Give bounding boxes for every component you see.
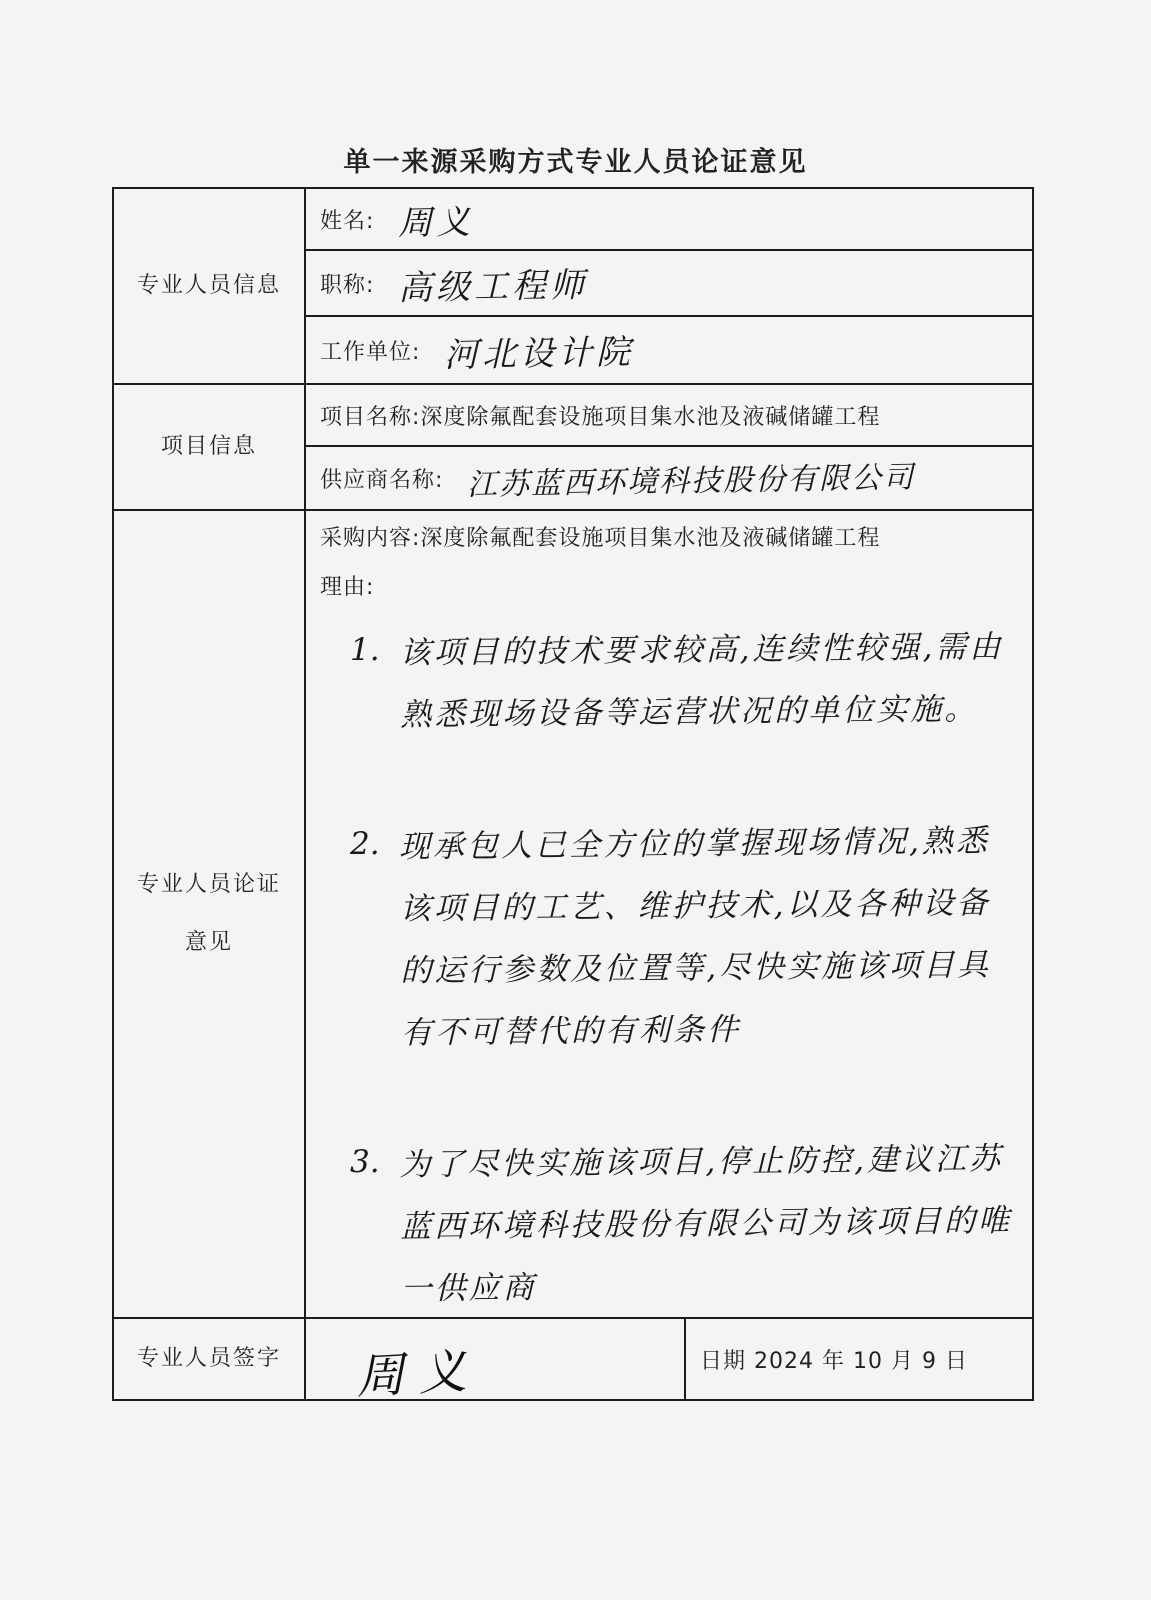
name-row [113, 188, 1033, 250]
opinion-row [113, 510, 1033, 1318]
personnel-section-label: 专业人员信息 [113, 188, 305, 384]
employer-handwritten-value: 河北设计院 [444, 331, 635, 376]
project-name-field [305, 384, 1033, 446]
project-name-label: 项目名称: [320, 404, 421, 430]
name-handwritten-value: 周义 [398, 201, 475, 244]
title-label: 职称: [320, 272, 375, 298]
procurement-content-value: 深度除氟配套设施项目集水池及液碱储罐工程 [420, 526, 881, 551]
supplier-handwritten-value: 江苏蓝西环境科技股份有限公司 [467, 460, 916, 503]
handwritten-reasons [350, 619, 1018, 1317]
project-name-row [113, 384, 1033, 446]
opinion-label-line2: 意见 [184, 930, 233, 955]
supplier-field [305, 446, 1033, 510]
date-cell: 日期 2024 年 10 月 9 日 [685, 1318, 1033, 1400]
document-title: 单一来源采购方式专业人员论证意见 [343, 147, 808, 178]
reason-number: 2. [350, 826, 380, 862]
employer-field [305, 316, 1033, 384]
title-handwritten-value: 高级工程师 [398, 264, 589, 309]
reason-text: 该项目的技术要求较高,连续性较强,需由熟悉现场设备等运营状况的单位实施。 [399, 628, 1004, 734]
reason-text: 为了尽快实施该项目,停止防控,建议江苏蓝西环境科技股份有限公司为该项目的唯一供应商 [399, 1140, 1013, 1308]
opinion-label-line1: 专业人员论证 [136, 872, 281, 897]
name-label: 姓名: [320, 208, 375, 234]
procurement-content-label: 采购内容: [320, 526, 421, 551]
reason-item [350, 1131, 1018, 1317]
opinion-form-table [112, 187, 1034, 1405]
reason-number: 3. [350, 1144, 380, 1180]
opinion-section-label [113, 510, 305, 1318]
name-field [305, 188, 1033, 250]
reason-number: 1. [350, 632, 380, 668]
handwritten-signature: 周义 [354, 1342, 482, 1405]
reason-item [350, 619, 1018, 743]
employer-label: 工作单位: [320, 339, 421, 365]
signature-cell [305, 1318, 685, 1405]
opinion-content-cell [305, 510, 1033, 1318]
reason-label: 理由: [320, 575, 375, 600]
project-section-label: 项目信息 [113, 384, 305, 510]
reason-text: 现承包人已全方位的掌握现场情况,熟悉该项目的工艺、维护技术,以及各种设备的运行参数及位置等,尽快实施该项目具有不可替代的有利条件 [398, 823, 992, 1052]
reason-item [350, 813, 1018, 1061]
title-field [305, 250, 1033, 316]
signature-row [113, 1318, 1033, 1400]
procurement-content-line [320, 521, 1018, 552]
project-name-value: 深度除氟配套设施项目集水池及液碱储罐工程 [420, 404, 881, 430]
signature-label: 专业人员签字 [113, 1318, 305, 1400]
supplier-label: 供应商名称: [320, 467, 444, 493]
